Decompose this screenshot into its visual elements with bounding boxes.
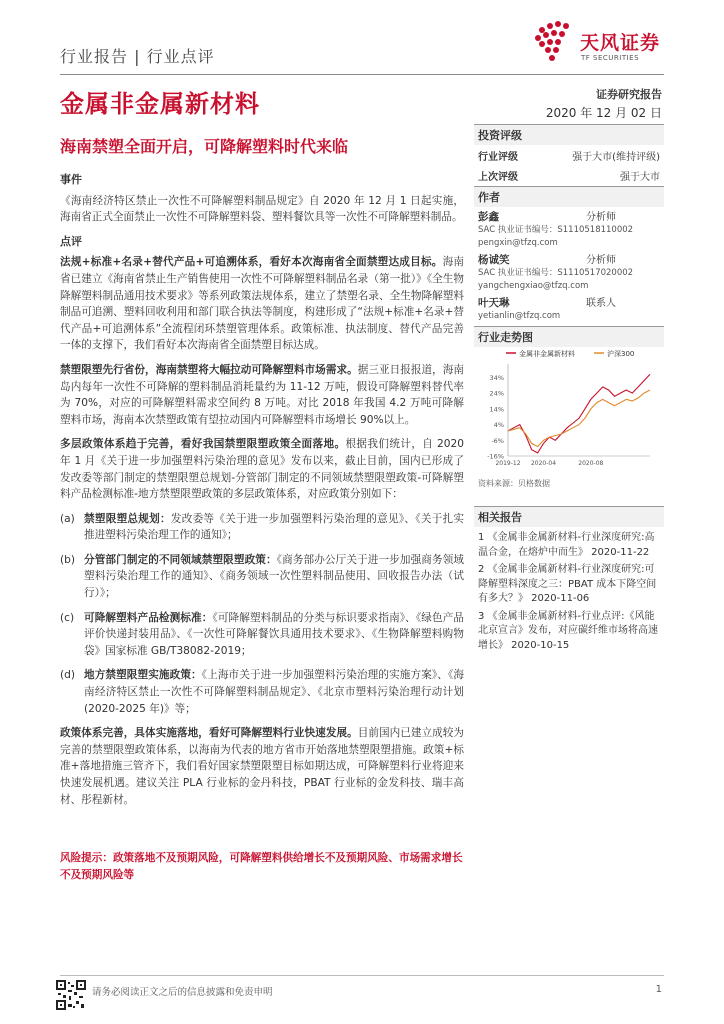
policy-item-text: 《可降解塑料制品的分类与标识要求指南》、《绿色产品评价快递封装用品》、《一次性可降解餐饮具通用技术要求》、《生物降解塑料购物袋》国家标准 GB/T38082-2019； [84,611,464,657]
related-report-link[interactable]: 2 《金属非金属新材料-行业深度研究:可降解塑料深度之三：PBAT 成本下降空间有多大？》 2020-11-06 [478,564,657,604]
author-email[interactable]: pengxin@tfzq.com [478,238,558,248]
paragraph-3 [60,436,464,502]
rating-panel [474,124,664,185]
paragraph-1 [60,254,464,354]
policy-item-lead: 分管部门制定的不同领域禁塑限塑政策： [84,553,277,566]
author-cert: SAC 执业证书编号：S1110518110002 [478,225,634,235]
policy-item-label: (d) [60,669,75,682]
qr-code-icon [56,980,86,1010]
policy-item-text: 《上海市关于进一步加强塑料污染治理的实施方案》、《海南经济特区禁止一次性不可降解塑料制品规定》、《北京市塑料污染治理行动计划(2020-2025 年)》等； [84,669,464,715]
x-tick-label: 2019-12 [495,460,521,467]
y-tick-label: -16% [487,452,504,461]
trend-heading: 行业走势图 [474,326,664,347]
industry-title: 金属非金属新材料 [60,90,260,118]
series-line [508,374,650,453]
author-role: 联系人 [586,298,616,309]
authors-heading: 作者 [474,186,664,207]
paragraph-2-text: 据三亚日报报道，海南岛内每年一次性不可降解的塑料制品消耗量约为 11-12 万吨，假设可降解塑料替代率为 70%，对应的可降解塑料需求空间约 8 万吨。对比 2018 年我国 4.2 万吨可降解塑料市场，海南本次禁塑政策有望拉动国内可降解塑料市场增长 90%以上。 [60,363,465,426]
y-tick-label: 34% [489,373,504,382]
author-cert: SAC 执业证书编号：S1110517020002 [478,268,634,278]
doc-type: 行业报告 | 行业点评 [60,47,215,66]
author-card [474,211,664,250]
paragraph-2 [60,362,464,428]
policy-item-c [60,610,464,660]
rating-key: 行业评级 [478,152,518,163]
author-name: 叶天琳 [478,297,510,309]
rating-heading: 投资评级 [474,124,664,145]
event-text: 《海南经济特区禁止一次性不可降解塑料制品规定》自 2020 年 12 月 1 日起实施，海南省正式全面禁止一次性不可降解塑料袋、塑料餐饮具等一次性不可降解塑料制品。 [60,194,464,224]
y-tick-label: 14% [489,405,504,414]
author-name: 彭鑫 [478,211,499,223]
logo-text: 天风证券 [580,32,661,54]
y-tick-label: -6% [491,436,504,445]
event-heading: 事件 [60,173,82,186]
main-body [60,172,464,816]
related-report-link[interactable]: 3 《金属非金属新材料-行业点评:《风能北京宣言》发布，对应碳纤维市场将高速增长》 2020-10-15 [478,610,658,651]
chart-source: 资料来源：贝格数据 [478,479,550,488]
related-heading: 相关报告 [474,506,664,527]
author-email[interactable]: yetianlin@tfzq.com [478,311,561,321]
y-tick-label: 4% [493,421,504,430]
authors-panel [474,186,664,323]
related-panel [474,506,664,656]
rating-value: 强于大市(维持评级) [572,152,660,163]
related-list [474,527,664,653]
paragraph-4-lead: 政策体系完善，具体实施落地，看好可降解塑料行业快速发展。 [60,727,358,740]
paragraph-4-text: 目前国内已建立成较为完善的禁塑限塑政策体系，以海南为代表的地方省市开始落地禁塑限塑措施。政策+标准+落地措施三管齐下，我们看好国家禁塑限塑目标如期达成，可降解塑料行业将迎来快速发展机遇。建议关注 PLA 行业标的金丹科技，PBAT 行业标的金发科技、瑞丰高材、彤程新材。 [60,727,465,806]
policy-item-b [60,552,464,602]
paragraph-1-text: 海南省已建立《海南省禁止生产销售使用一次性不可降解塑料制品名录（第一批）》《全生物降解塑料制品通用技术要求》等系列政策法规体系，建立了禁塑名录、全生物降解塑料制品可追溯、塑料回收利用和部门联合执法等制度，构建形成了“法规+标准+名录+替代产品+可追溯体系”全流程闭环禁塑管理体系。政策标准、执法制度、替代产品完善一体的支撑下，我们看好本次海南省全面禁塑目标达成。 [60,256,464,352]
author-role: 分析师 [586,212,616,223]
x-tick-label: 2020-04 [530,460,557,467]
paragraph-3-lead: 多层政策体系趋于完善，看好我国禁塑限塑政策全面落地。 [60,438,346,451]
policy-item-lead: 可降解塑料产品检测标准： [84,611,213,624]
policy-item-label: (a) [60,512,75,525]
rating-value: 强于大市 [620,172,660,183]
rating-row [474,145,664,165]
policy-item-d [60,667,464,717]
author-role: 分析师 [586,255,616,266]
legend-label: 金属非金属新材料 [519,350,575,358]
legend-label: 沪深300 [607,350,635,358]
report-kind: 证券研究报告 [596,88,662,101]
policy-item-text: 《商务部办公厅关于进一步加强商务领域塑料污染治理工作的通知》、《商务领域一次性塑料制品使用、回收报告办法（试行）》； [84,553,464,600]
policy-item-label: (c) [60,611,75,624]
policy-item-a [60,511,464,544]
policy-item-lead: 地方禁塑限塑实施政策： [84,669,202,682]
trend-chart [474,344,664,474]
paragraph-2-lead: 禁塑限塑先行省份，海南禁塑将大幅拉动可降解塑料市场需求。 [60,363,358,376]
author-email[interactable]: yangchengxiao@tfzq.com [478,281,589,291]
y-tick-label: 24% [489,389,504,398]
report-date: 2020 年 12 月 02 日 [545,106,662,120]
rating-row [474,165,664,185]
paragraph-4 [60,725,464,808]
author-name: 杨诚笑 [478,254,510,266]
paragraph-3-text: 根据我们统计，自 2020 年 1 月《关于进一步加强塑料污染治理的意见》发布以来，截止目前，国内已形成了发改委等部门制定的禁塑限塑总规划-分管部门制定的不同领域禁塑限塑政策-可降解塑料产品检测标准-地方禁塑限塑政策的多层政策体系，对应政策分别如下： [60,438,464,501]
paragraph-1-lead: 法规+标准+名录+替代产品+可追溯体系，看好本次海南省全面禁塑达成目标。 [60,256,443,269]
page-number: 1 [655,984,662,995]
risk-warning: 风险提示：政策落地不及预期风险，可降解塑料供给增长不及预期风险、市场需求增长不及预期风险等 [60,852,463,881]
rating-key: 上次评级 [478,172,518,183]
logo-mark-icon [535,21,569,61]
author-card [474,297,664,323]
policy-item-label: (b) [60,553,75,566]
footer-divider [60,975,664,976]
policy-item-text: 发改委等《关于进一步加强塑料污染治理的意见》、《关于扎实推进塑料污染治理工作的通知》； [84,512,464,542]
footer-disclaimer: 请务必阅读正文之后的信息披露和免责申明 [92,987,273,998]
header-divider [60,74,664,75]
logo-text-en: TF SECURITIES [581,54,640,62]
related-report-link[interactable]: 1 《金属非金属新材料-行业深度研究:高温合金，在熔炉中而生》 2020-11-22 [478,532,655,558]
comment-heading: 点评 [60,234,82,248]
policy-item-lead: 禁塑限塑总规划： [84,512,171,525]
report-headline: 海南禁塑全面开启，可降解塑料时代来临 [60,137,349,156]
author-card [474,254,664,293]
x-tick-label: 2020-08 [578,460,604,467]
